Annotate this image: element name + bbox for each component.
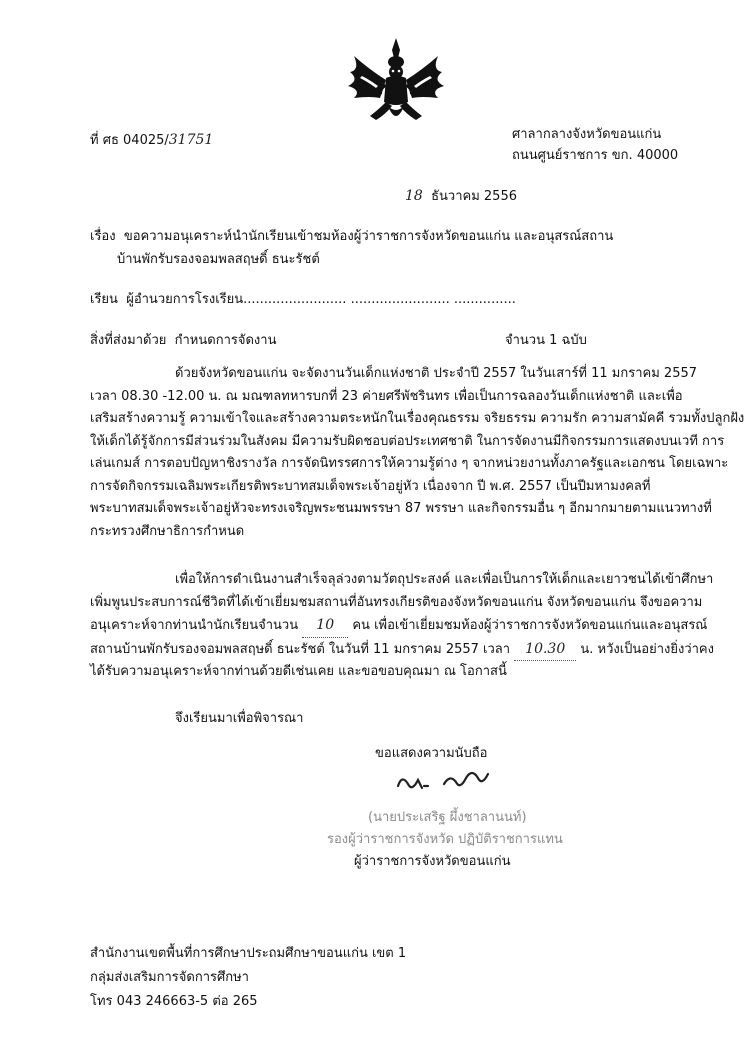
para1-line: เล่นเกมส์ การตอบปัญหาชิงรางวัล การจัดนิทรรศการให้ความรู้ต่าง ๆ จากหน่วยงานทั้งภาครัฐและเอกชน โดยเฉพาะ: [90, 456, 729, 471]
para2-line4-end: น. หวังเป็นอย่างยิ่งว่าคง: [580, 641, 714, 657]
position-1-text: รองผู้ว่าราชการจังหวัด ปฏิบัติราชการแทน: [327, 832, 563, 847]
org-address-line1: ศาลากลางจังหวัดขอนแก่น: [512, 127, 662, 142]
signature-closing: ขอแสดงความนับถือ: [375, 746, 488, 761]
subject-label: เรื่อง: [90, 229, 116, 244]
para1-line: เสริมสร้างความรู้ ความเข้าใจและสร้างความตระหนักในเรื่องคุณธรรม จริยธรรม ความรัก ความสามัคคี รวมทั้งปลูกฝัง: [90, 411, 745, 426]
para1-line: พระบาทสมเด็จพระเจ้าอยู่หัวจะทรงเจริญพระชนมพรรษา 87 พรรษา และกิจกรรมอื่น ๆ อีกมากมายตามแนวทางที่: [90, 501, 712, 516]
date-month-year: ธันวาคม 2556: [431, 189, 517, 204]
para1-line: เวลา 08.30 -12.00 น. ณ มณฑลทหารบกที่ 23 ค่ายศรีพัชรินทร เพื่อเป็นการฉลองวันเด็กแห่งชาติ และเพื่อ: [90, 388, 683, 404]
para2-line-with-time: [90, 638, 714, 662]
visit-time-handwritten: 10.30: [514, 638, 576, 662]
para2-line4-start: สถานบ้านพักรับรองจอมพลสฤษดิ์ ธนะรัชต์ ในวันที่ 11 มกราคม 2557 เวลา: [90, 641, 511, 657]
closing-request: จึงเรียนมาเพื่อพิจารณา: [175, 711, 304, 726]
org-address-line2: ถนนศูนย์ราชการ ขก. 40000: [512, 148, 679, 163]
para2-line-with-count: [90, 614, 714, 638]
para2-line3-end: คน เพื่อเข้าเยี่ยมชมห้องผู้ว่าราชการจังหวัดขอนแก่นและอนุสรณ์: [352, 618, 708, 633]
body-paragraph-2: [90, 569, 714, 684]
handwritten-signature: [392, 764, 502, 798]
para1-line: กระทรวงศึกษาธิการกำหนด: [90, 523, 245, 539]
reference-number: [90, 131, 213, 150]
signatory-position-1: [327, 831, 563, 849]
enclosure-count: จำนวน 1 ฉบับ: [505, 333, 587, 348]
recipient-text: ผู้อำนวยการโรงเรียน......................... ........................ ...............: [126, 292, 516, 307]
enclosure-line: [90, 332, 276, 350]
subject-text-1: ขอความอนุเคราะห์นำนักเรียนเข้าชมห้องผู้ว่าราชการจังหวัดขอนแก่น และอนุสรณ์สถาน: [123, 229, 614, 244]
recipient-label: เรียน: [90, 292, 118, 307]
body-paragraph-1: [90, 363, 744, 543]
para2-line: ได้รับความอนุเคราะห์จากท่านด้วยดีเช่นเคย และขอขอบคุณมา ณ โอกาสนี้: [90, 664, 507, 679]
date-day-handwritten: 18: [405, 188, 423, 204]
footer-phone: โทร 043 246663-5 ต่อ 265: [90, 994, 258, 1009]
enclosure-label: สิ่งที่ส่งมาด้วย: [90, 333, 167, 348]
recipient-line: [90, 291, 516, 309]
enclosure-text: กำหนดการจัดงาน: [174, 333, 277, 348]
para1-line: การจัดกิจกรรมเฉลิมพระเกียรติพระบาทสมเด็จพระเจ้าอยู่หัว เนื่องจาก ปี พ.ศ. 2557 เป็นปีมหามงคลที่: [90, 478, 651, 494]
subject-line2: บ้านพักรับรองจอมพลสฤษดิ์ ธนะรัชต์: [117, 252, 320, 267]
reference-prefix: ที่ ศธ 04025/: [90, 133, 169, 148]
footer-office: สำนักงานเขตพื้นที่การศึกษาประถมศึกษาขอนแก่น เขต 1: [90, 946, 407, 961]
para2-line: เพิ่มพูนประสบการณ์ชีวิตที่ได้เข้าเยี่ยมชมสถานที่อันทรงเกียรติของจังหวัดขอนแก่น จังหวัดขอนแก่น จึงขอความ: [90, 594, 703, 610]
signatory-position-2: ผู้ว่าราชการจังหวัดขอนแก่น: [354, 854, 511, 869]
footer-division: กลุ่มส่งเสริมการจัดการศึกษา: [90, 970, 249, 985]
para1-line: ให้เด็กได้รู้จักการมีส่วนร่วมในสังคม มีความรับผิดชอบต่อประเทศชาติ ในการจัดงานมีกิจกรรมการแสดงบนเวที การ: [90, 433, 725, 449]
signatory-name: (นายประเสริฐ ผึ้งชาลานนท์): [368, 810, 527, 825]
reference-handwritten-number: 31751: [168, 132, 214, 148]
para1-line: ด้วยจังหวัดขอนแก่น จะจัดงานวันเด็กแห่งชาติ ประจำปี 2557 ในวันเสาร์ที่ 11 มกราคม 2557: [175, 366, 698, 381]
document-date: [405, 187, 517, 206]
student-count-handwritten: 10: [302, 614, 348, 638]
garuda-emblem: [340, 36, 452, 128]
para2-line3-start: อนุเคราะห์จากท่านนำนักเรียนจำนวน: [90, 618, 299, 633]
para2-line: เพื่อให้การดำเนินงานสำเร็จลุล่วงตามวัตถุประสงค์ และเพื่อเป็นการให้เด็กและเยาวชนได้เข้าศึกษา: [175, 572, 714, 587]
subject-line1: [90, 228, 613, 246]
